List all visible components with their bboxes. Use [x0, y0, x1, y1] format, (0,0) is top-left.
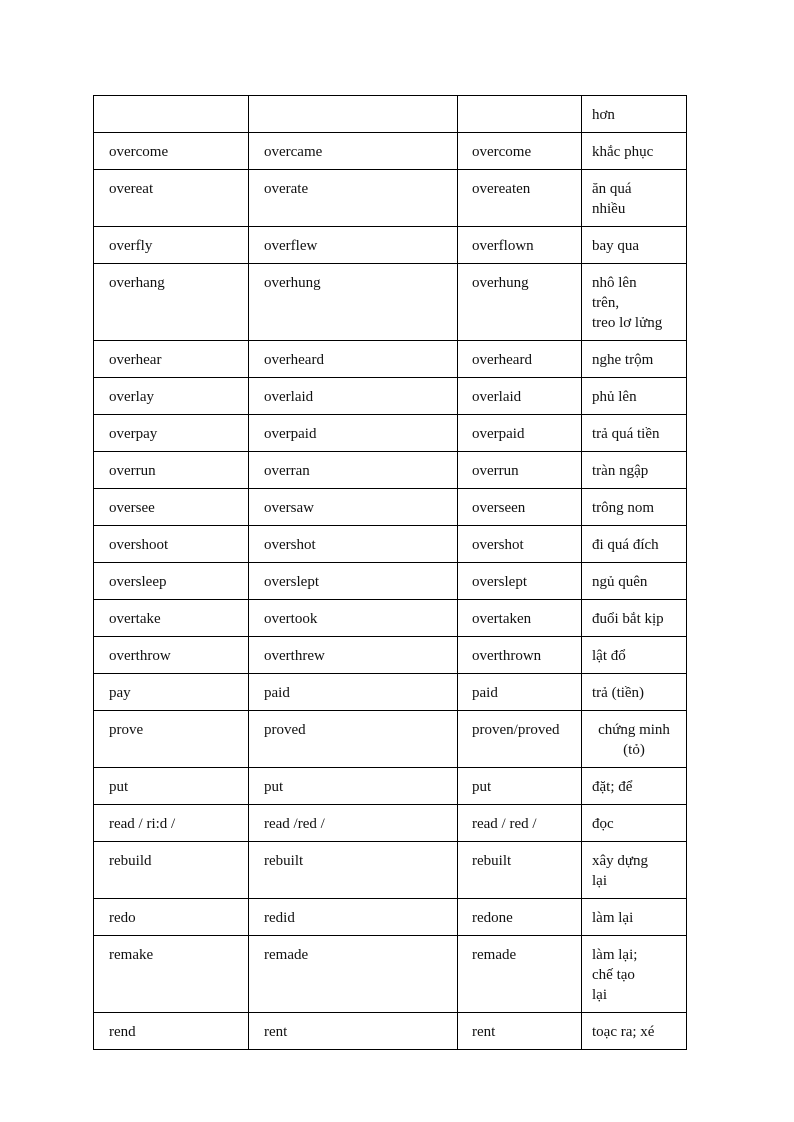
past-simple-cell: put — [249, 768, 458, 805]
past-simple-cell: overcame — [249, 133, 458, 170]
table-row — [94, 805, 687, 842]
past-participle-cell: put — [458, 768, 582, 805]
past-simple-cell: paid — [249, 674, 458, 711]
past-participle-cell: overflown — [458, 227, 582, 264]
past-simple-cell: rebuilt — [249, 842, 458, 899]
past-participle-cell: overheard — [458, 341, 582, 378]
base-form-cell: overeat — [94, 170, 249, 227]
past-participle-cell: overrun — [458, 452, 582, 489]
past-participle-cell: overthrown — [458, 637, 582, 674]
past-participle-cell: proven/proved — [458, 711, 582, 768]
verb-table-body — [94, 96, 687, 1050]
base-form-cell: rend — [94, 1013, 249, 1050]
base-form-cell: prove — [94, 711, 249, 768]
past-simple-cell — [249, 96, 458, 133]
past-participle-cell: overtaken — [458, 600, 582, 637]
past-participle-cell: read / red / — [458, 805, 582, 842]
table-row — [94, 899, 687, 936]
base-form-cell: overtake — [94, 600, 249, 637]
table-row — [94, 526, 687, 563]
table-row — [94, 227, 687, 264]
table-row — [94, 96, 687, 133]
past-participle-cell: overhung — [458, 264, 582, 341]
table-row — [94, 674, 687, 711]
meaning-cell: hơn — [582, 96, 687, 133]
table-row — [94, 637, 687, 674]
meaning-cell: trông nom — [582, 489, 687, 526]
past-simple-cell: overate — [249, 170, 458, 227]
past-simple-cell: oversaw — [249, 489, 458, 526]
verb-table — [93, 95, 687, 1050]
meaning-cell: đặt; để — [582, 768, 687, 805]
table-row — [94, 563, 687, 600]
base-form-cell: overfly — [94, 227, 249, 264]
meaning-cell: nghe trộm — [582, 341, 687, 378]
meaning-cell: khắc phục — [582, 133, 687, 170]
table-row — [94, 842, 687, 899]
past-simple-cell: overpaid — [249, 415, 458, 452]
base-form-cell: oversleep — [94, 563, 249, 600]
past-participle-cell: overeaten — [458, 170, 582, 227]
past-participle-cell: overseen — [458, 489, 582, 526]
meaning-cell: làm lại — [582, 899, 687, 936]
past-simple-cell: overshot — [249, 526, 458, 563]
past-participle-cell: overshot — [458, 526, 582, 563]
table-row — [94, 133, 687, 170]
past-participle-cell — [458, 96, 582, 133]
past-simple-cell: proved — [249, 711, 458, 768]
table-row — [94, 264, 687, 341]
meaning-cell: đuổi bắt kịp — [582, 600, 687, 637]
table-row — [94, 489, 687, 526]
table-row — [94, 711, 687, 768]
meaning-cell: toạc ra; xé — [582, 1013, 687, 1050]
past-participle-cell: rent — [458, 1013, 582, 1050]
past-participle-cell: overslept — [458, 563, 582, 600]
past-simple-cell: overran — [249, 452, 458, 489]
past-simple-cell: remade — [249, 936, 458, 1013]
meaning-cell: nhô lên trên, treo lơ lửng — [582, 264, 687, 341]
past-simple-cell: overflew — [249, 227, 458, 264]
table-row — [94, 170, 687, 227]
past-participle-cell: rebuilt — [458, 842, 582, 899]
past-simple-cell: overslept — [249, 563, 458, 600]
past-participle-cell: overpaid — [458, 415, 582, 452]
past-participle-cell: paid — [458, 674, 582, 711]
past-simple-cell: read /red / — [249, 805, 458, 842]
past-simple-cell: overtook — [249, 600, 458, 637]
past-simple-cell: overlaid — [249, 378, 458, 415]
base-form-cell: overcome — [94, 133, 249, 170]
meaning-cell: làm lại; chế tạo lại — [582, 936, 687, 1013]
table-row — [94, 378, 687, 415]
table-row — [94, 600, 687, 637]
meaning-cell: lật đổ — [582, 637, 687, 674]
past-simple-cell: redid — [249, 899, 458, 936]
past-simple-cell: rent — [249, 1013, 458, 1050]
base-form-cell: overhang — [94, 264, 249, 341]
base-form-cell: pay — [94, 674, 249, 711]
base-form-cell: redo — [94, 899, 249, 936]
meaning-cell: bay qua — [582, 227, 687, 264]
base-form-cell: overlay — [94, 378, 249, 415]
meaning-cell: trả (tiền) — [582, 674, 687, 711]
meaning-cell: tràn ngập — [582, 452, 687, 489]
meaning-cell: đọc — [582, 805, 687, 842]
base-form-cell — [94, 96, 249, 133]
past-participle-cell: remade — [458, 936, 582, 1013]
table-row — [94, 341, 687, 378]
meaning-cell: đi quá đích — [582, 526, 687, 563]
past-participle-cell: redone — [458, 899, 582, 936]
meaning-cell: ăn quá nhiều — [582, 170, 687, 227]
meaning-cell: trả quá tiền — [582, 415, 687, 452]
base-form-cell: oversee — [94, 489, 249, 526]
base-form-cell: overrun — [94, 452, 249, 489]
meaning-cell: xây dựng lại — [582, 842, 687, 899]
base-form-cell: overthrow — [94, 637, 249, 674]
past-participle-cell: overlaid — [458, 378, 582, 415]
table-row — [94, 452, 687, 489]
base-form-cell: rebuild — [94, 842, 249, 899]
table-row — [94, 768, 687, 805]
base-form-cell: overhear — [94, 341, 249, 378]
past-simple-cell: overhung — [249, 264, 458, 341]
past-simple-cell: overheard — [249, 341, 458, 378]
table-row — [94, 936, 687, 1013]
meaning-cell: ngủ quên — [582, 563, 687, 600]
base-form-cell: overshoot — [94, 526, 249, 563]
table-row — [94, 415, 687, 452]
base-form-cell: put — [94, 768, 249, 805]
past-participle-cell: overcome — [458, 133, 582, 170]
base-form-cell: overpay — [94, 415, 249, 452]
table-row — [94, 1013, 687, 1050]
meaning-cell: phủ lên — [582, 378, 687, 415]
meaning-cell: chứng minh (tỏ) — [582, 711, 687, 768]
past-simple-cell: overthrew — [249, 637, 458, 674]
base-form-cell: read / ri:d / — [94, 805, 249, 842]
base-form-cell: remake — [94, 936, 249, 1013]
